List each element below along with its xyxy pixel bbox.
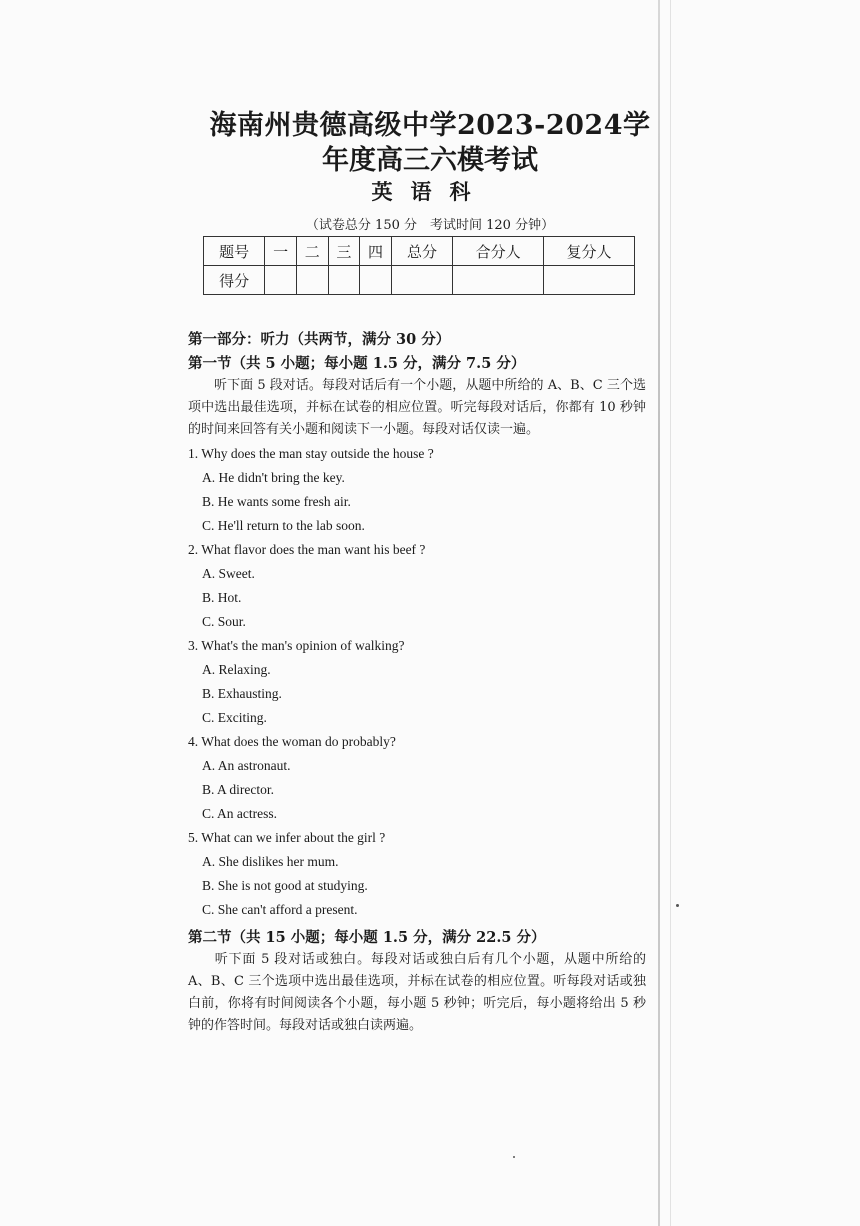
score-table-score-row: [204, 266, 635, 295]
score-table-cell: 总分: [391, 237, 452, 266]
exam-title-line1: 海南州贵德高级中学2023-2024学: [209, 110, 651, 141]
exam-info: （试卷总分 150 分 考试时间 120 分钟）: [305, 218, 555, 233]
score-table-cell: 二: [296, 237, 328, 266]
score-table-cell: 合分人: [453, 237, 544, 266]
option-3b: B. Exhausting.: [202, 686, 282, 701]
section2-instructions: 听下面 5 段对话或独白。每段对话或独白后有几个小题，从题中所给的 A、B、C 三个选项中选出最佳选项，并标在试卷的相应位置。听每段对话或独白前，你将有时间阅读各个小题，每小题 5 秒钟；听完后，每小题将给出 5 秒钟的作答时间。每段对话或独白读两遍。: [188, 952, 646, 1033]
option-2a: A. Sweet.: [202, 566, 255, 581]
question-5: 5. What can we infer about the girl ?: [188, 830, 386, 845]
score-input-cell[interactable]: [296, 266, 328, 295]
score-input-cell[interactable]: [453, 266, 544, 295]
score-table-cell: 复分人: [544, 237, 635, 266]
exam-title-line2: 年度高三六模考试: [322, 145, 538, 176]
score-table-cell: 题号: [204, 237, 265, 266]
score-table-header-row: [204, 237, 635, 266]
option-4b: B. A director.: [202, 782, 274, 797]
score-table-cell: 三: [328, 237, 360, 266]
option-3a: A. Relaxing.: [202, 662, 271, 677]
option-4a: A. An astronaut.: [202, 758, 291, 773]
score-table-cell: 一: [265, 237, 297, 266]
page-fold-line-secondary: [670, 0, 671, 1226]
option-1a: A. He didn't bring the key.: [202, 470, 345, 485]
option-5c: C. She can't afford a present.: [202, 902, 358, 917]
score-table: [203, 236, 635, 295]
score-input-cell[interactable]: [328, 266, 360, 295]
option-3c: C. Exciting.: [202, 710, 267, 725]
option-2b: B. Hot.: [202, 590, 242, 605]
score-input-cell[interactable]: [544, 266, 635, 295]
score-input-cell[interactable]: [391, 266, 452, 295]
option-1c: C. He'll return to the lab soon.: [202, 518, 365, 533]
question-1: 1. Why does the man stay outside the house ?: [188, 446, 434, 461]
option-5a: A. She dislikes her mum.: [202, 854, 339, 869]
score-table-cell: 四: [360, 237, 392, 266]
question-4: 4. What does the woman do probably?: [188, 734, 396, 749]
option-4c: C. An actress.: [202, 806, 277, 821]
score-input-cell[interactable]: [265, 266, 297, 295]
section1-title: 第一节（共 5 小题；每小题 1.5 分，满分 7.5 分）: [188, 355, 526, 372]
question-3: 3. What's the man's opinion of walking?: [188, 638, 405, 653]
option-2c: C. Sour.: [202, 614, 246, 629]
section1-instructions: 听下面 5 段对话。每段对话后有一个小题，从题中所给的 A、B、C 三个选项中选出最佳选项，并标在试卷的相应位置。听完每段对话后，你都有 10 秒钟的时间来回答有关小题和阅读下一小题。每段对话仅读一遍。: [188, 378, 646, 437]
section2-title: 第二节（共 15 小题；每小题 1.5 分，满分 22.5 分）: [188, 929, 546, 946]
part1-title: 第一部分：听力（共两节，满分 30 分）: [188, 331, 451, 348]
question-2: 2. What flavor does the man want his beef ?: [188, 542, 426, 557]
option-1b: B. He wants some fresh air.: [202, 494, 351, 509]
score-input-cell[interactable]: [360, 266, 392, 295]
scan-speck: [676, 904, 679, 907]
scan-speck: [513, 1156, 515, 1158]
option-5b: B. She is not good at studying.: [202, 878, 368, 893]
score-row-label: 得分: [204, 266, 265, 295]
subject-title: 英语科: [371, 179, 489, 204]
